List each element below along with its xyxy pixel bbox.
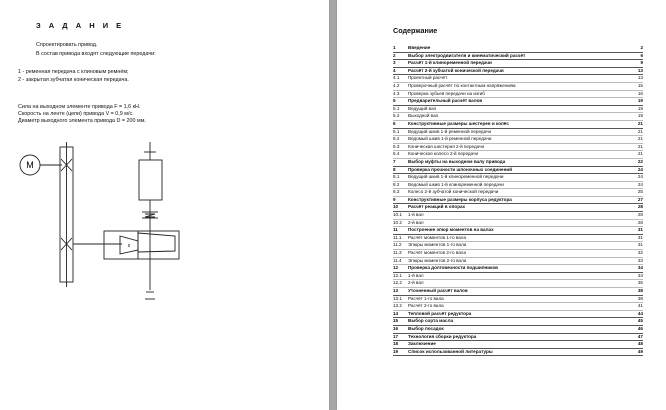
contents-entry[interactable] xyxy=(393,265,643,273)
contents-entry-page: 46 xyxy=(637,325,643,331)
contents-entry-page: 21 xyxy=(637,143,643,149)
contents-entry[interactable] xyxy=(393,250,643,258)
contents-entry-title: 1-й вал xyxy=(408,272,424,278)
bevel-wheel xyxy=(138,233,175,252)
contents-entry[interactable] xyxy=(393,242,643,250)
contents-entry[interactable] xyxy=(393,303,643,311)
contents-entry-num: 6.1 xyxy=(393,128,400,134)
contents-entry-title: Расчёт 2-го вала xyxy=(408,303,444,309)
page-contents xyxy=(337,0,666,410)
contents-entry-num: 6.2 xyxy=(393,136,400,142)
contents-entry-num: 16 xyxy=(393,325,399,331)
contents-entry-num: 12 xyxy=(393,265,399,271)
contents-entry-num: 5 xyxy=(393,98,396,104)
contents-entry-page: 28 xyxy=(637,212,643,218)
contents-entry-page: 2 xyxy=(640,45,643,50)
contents-entry-page: 34 xyxy=(637,265,643,271)
contents-entry-num: 4.1 xyxy=(393,75,400,81)
contents-entry-num: 8.1 xyxy=(393,174,400,180)
contents-entry-title: Выбор муфты на выходном валу привода xyxy=(408,158,506,164)
contents-entry-page: 19 xyxy=(637,98,643,104)
contents-entry-title: Проверка зубьев передачи на изгиб xyxy=(408,90,485,96)
contents-entry-num: 11.1 xyxy=(393,234,402,240)
contents-entry-num: 10.2 xyxy=(393,219,402,225)
contents-entry[interactable] xyxy=(393,220,643,228)
contents-entry-num: 2 xyxy=(393,52,396,58)
contents-entry[interactable] xyxy=(393,235,643,243)
assignment-title: З А Д А Н И Е xyxy=(36,21,125,30)
contents-entry-num: 5.1 xyxy=(393,105,400,111)
contents-entry-page: 31 xyxy=(637,234,643,240)
contents-entry-num: 6.4 xyxy=(393,151,400,157)
contents-entry-page: 13 xyxy=(637,67,643,73)
contents-entry-page: 41 xyxy=(637,303,643,309)
contents-entry-title: Заключение xyxy=(408,341,436,347)
contents-entry[interactable] xyxy=(393,45,643,53)
contents-entry[interactable] xyxy=(393,167,643,175)
contents-entry-page: 34 xyxy=(637,272,643,278)
contents-entry-title: Построение эпюр моментов на валах xyxy=(408,227,494,233)
contents-entry-num: 15 xyxy=(393,318,399,324)
contents-entry[interactable] xyxy=(393,288,643,296)
contents-entry-page: 6 xyxy=(640,52,643,58)
contents-entry-num: 4.2 xyxy=(393,82,400,88)
assignment-line-2: В состав привода входят следующие передачи: xyxy=(36,51,156,57)
contents-entry[interactable] xyxy=(393,136,643,144)
contents-entry-title: Проверочный расчёт по контактным напряжениям xyxy=(408,82,516,88)
contents-entry-title: Введение xyxy=(408,45,431,50)
contents-entry-page: 28 xyxy=(637,204,643,210)
contents-entry-page: 32 xyxy=(637,250,643,256)
contents-entry-page: 24 xyxy=(637,174,643,180)
contents-entry-page: 24 xyxy=(637,181,643,187)
contents-entry-page: 24 xyxy=(637,166,643,172)
contents-entry-page: 44 xyxy=(637,310,643,316)
contents-entry-title: Проверка долговечности подшипников xyxy=(408,265,498,271)
contents-entry-title: Коническое колесо 2-й передачи xyxy=(408,151,479,157)
contents-entry[interactable] xyxy=(393,151,643,159)
contents-entry-title: Технология сборки редуктора xyxy=(408,333,477,339)
assignment-line-3: 1 - ременная передача с клиновым ремнём; xyxy=(18,69,129,75)
contents-entry-page: 47 xyxy=(637,333,643,339)
contents-entry-page: 38 xyxy=(637,295,643,301)
contents-entry-page: 35 xyxy=(637,280,643,286)
speed-parameter: Скорость на ленте (цепи) привода V = 0,9 м/с. xyxy=(18,111,134,117)
contents-entry-title: Ведущий вал xyxy=(408,105,437,111)
contents-entry-num: 12.1 xyxy=(393,272,402,278)
contents-entry-page: 38 xyxy=(637,288,643,293)
contents-entry-num: 3 xyxy=(393,60,396,66)
contents-entry-title: 2-й вал xyxy=(408,280,424,286)
contents-entry-title: Ведущий шкив 1-й клиноременной передачи xyxy=(408,174,504,180)
contents-entry-title: Коническая шестерня 2-й передачи xyxy=(408,143,485,149)
contents-entry-page: 15 xyxy=(637,82,643,88)
contents-entry-title: Уточненный расчёт валов xyxy=(408,288,468,293)
kinematic-diagram xyxy=(0,0,329,410)
contents-entry-page: 19 xyxy=(637,105,643,111)
contents-entry[interactable] xyxy=(393,98,643,106)
contents-entry-page: 16 xyxy=(637,90,643,96)
contents-entry-num: 5.2 xyxy=(393,113,400,119)
contents-entry-num: 13.2 xyxy=(393,303,402,309)
contents-entry-num: 11.3 xyxy=(393,250,402,256)
contents-entry-page: 21 xyxy=(637,151,643,157)
contents-entry-title: Расчёт реакций в опорах xyxy=(408,204,466,210)
contents-entry-num: 10 xyxy=(393,204,399,210)
contents-entry-title: Колесо 2-й зубчатой конической передачи xyxy=(408,189,499,195)
contents-entry[interactable] xyxy=(393,273,643,281)
contents-entry-title: Выбор электродвигателя и кинематический расчёт xyxy=(408,52,526,58)
force-parameter: Сила на выходном элементе привода F = 1,6 кН. xyxy=(18,104,141,110)
contents-entry-title: Предварительный расчёт валов xyxy=(408,98,483,104)
assignment-line-4: 2 - закрытая зубчатая коническая передача. xyxy=(18,77,129,83)
contents-entry-title: Проектный расчёт xyxy=(408,75,448,81)
contents-entry[interactable] xyxy=(393,334,643,342)
contents-entry-title: Выбор сорта масла xyxy=(408,318,454,324)
contents-entry-num: 13.1 xyxy=(393,295,402,301)
contents-entry-num: 8.2 xyxy=(393,181,400,187)
drum xyxy=(139,160,162,200)
contents-entry[interactable] xyxy=(393,204,643,212)
contents-entry[interactable] xyxy=(393,318,643,326)
contents-entry[interactable] xyxy=(393,349,643,357)
page-assignment xyxy=(0,0,329,410)
contents-entry-num: 19 xyxy=(393,348,399,354)
contents-entry-title: Выбор посадок xyxy=(408,325,444,331)
contents-entry-num: 7 xyxy=(393,158,396,164)
contents-entry-num: 4 xyxy=(393,67,396,73)
contents-entry-title: Эпюры моментов 1-го вала xyxy=(408,242,467,248)
contents-list xyxy=(393,45,643,356)
contents-title: Содержание xyxy=(393,26,438,35)
contents-entry[interactable] xyxy=(393,75,643,83)
contents-entry-title: Расчёт 1-го вала xyxy=(408,295,444,301)
contents-entry[interactable] xyxy=(393,189,643,197)
contents-entry[interactable] xyxy=(393,258,643,266)
contents-entry-title: Ведомый шкив 1-й клиноременной передачи xyxy=(408,181,504,187)
contents-entry-num: 11.4 xyxy=(393,257,402,263)
contents-entry-num: 13 xyxy=(393,288,399,293)
contents-entry[interactable] xyxy=(393,129,643,137)
contents-entry-num: 6 xyxy=(393,120,396,126)
contents-entry-title: Список использованной литературы xyxy=(408,348,493,354)
contents-entry-page: 13 xyxy=(637,75,643,81)
contents-entry-title: Эпюры моментов 2-го вала xyxy=(408,257,467,263)
contents-entry-page: 19 xyxy=(637,113,643,119)
contents-entry-num: 4.3 xyxy=(393,90,400,96)
contents-entry-page: 49 xyxy=(637,348,643,354)
contents-entry-title: Ведомый шкив 1-й ременной передачи xyxy=(408,136,492,142)
contents-entry-title: Расчёт 1-й клиноременной передачи xyxy=(408,60,492,66)
contents-entry-num: 1 xyxy=(393,45,396,50)
contents-entry-page: 9 xyxy=(640,60,643,66)
contents-entry-title: 1-й вал xyxy=(408,212,424,218)
contents-entry-page: 31 xyxy=(637,227,643,233)
contents-entry[interactable] xyxy=(393,174,643,182)
contents-entry[interactable] xyxy=(393,212,643,220)
contents-entry-num: 8 xyxy=(393,166,396,172)
contents-entry[interactable] xyxy=(393,83,643,91)
motor-label: M xyxy=(26,160,34,170)
contents-entry-title: Проверка прочности шпоночных соединений xyxy=(408,166,513,172)
contents-entry-title: Расчёт моментов 2-го вала xyxy=(408,250,466,256)
contents-entry-title: Ведущий шкив 1-й ременной передачи xyxy=(408,128,492,134)
contents-entry-num: 11.2 xyxy=(393,242,402,248)
contents-entry-num: 10.1 xyxy=(393,212,402,218)
contents-entry-page: 45 xyxy=(637,318,643,324)
contents-entry[interactable] xyxy=(393,326,643,334)
contents-entry-num: 18 xyxy=(393,341,399,347)
contents-entry-page: 21 xyxy=(637,136,643,142)
contents-entry[interactable] xyxy=(393,296,643,304)
contents-entry-title: Выходной вал xyxy=(408,113,439,119)
diameter-parameter: Диаметр выходного элемента привода D = 200 мм. xyxy=(18,118,146,124)
contents-entry-title: Тепловой расчёт редуктора xyxy=(408,310,472,316)
contents-entry-page: 27 xyxy=(637,196,643,202)
contents-entry-page: 25 xyxy=(637,189,643,195)
contents-entry-num: 8.3 xyxy=(393,189,400,195)
contents-entry-title: Конструктивные размеры шестерен и колёс xyxy=(408,120,509,126)
contents-entry-title: Расчёт 2-й зубчатой конической передачи xyxy=(408,67,504,73)
contents-entry[interactable] xyxy=(393,227,643,235)
contents-entry-page: 28 xyxy=(637,219,643,225)
contents-entry-num: 6.3 xyxy=(393,143,400,149)
contents-entry-num: 9 xyxy=(393,196,396,202)
contents-entry[interactable] xyxy=(393,159,643,167)
contents-entry-page: 48 xyxy=(637,341,643,347)
contents-entry[interactable] xyxy=(393,113,643,121)
contents-entry[interactable] xyxy=(393,341,643,349)
contents-entry[interactable] xyxy=(393,280,643,288)
contents-entry[interactable] xyxy=(393,60,643,68)
contents-entry-num: 14 xyxy=(393,310,399,316)
contents-entry-num: 17 xyxy=(393,333,399,339)
contents-entry-page: 21 xyxy=(637,120,643,126)
contents-entry-page: 33 xyxy=(637,257,643,263)
contents-entry-title: 2-й вал xyxy=(408,219,424,225)
contents-entry-title: Расчёт моментов 1-го вала xyxy=(408,234,466,240)
contents-entry-num: 11 xyxy=(393,227,398,233)
contents-entry[interactable] xyxy=(393,121,643,129)
contents-entry-num: 12.2 xyxy=(393,280,402,286)
gear-label: x xyxy=(127,243,131,249)
assignment-line-1: Спроектировать привод. xyxy=(36,42,98,48)
contents-entry-page: 31 xyxy=(637,242,643,248)
contents-entry-title: Конструктивные размеры корпуса редуктора xyxy=(408,196,512,202)
contents-entry-page: 21 xyxy=(637,128,643,134)
contents-entry-page: 22 xyxy=(637,158,643,164)
